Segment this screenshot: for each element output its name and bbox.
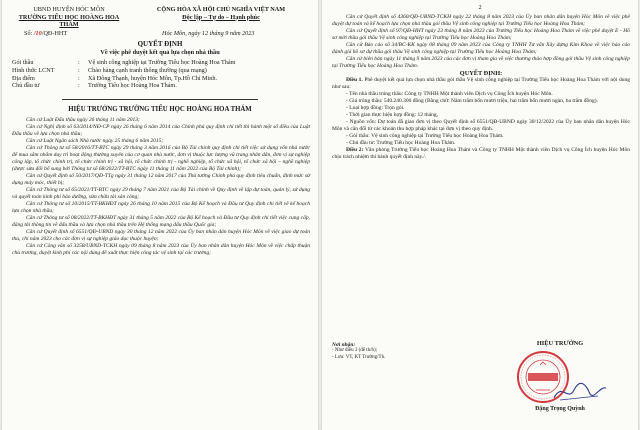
recipients (332, 342, 452, 361)
decision-item: - Tên nhà thầu trúng thầu: Công ty TNHH Một thành viên Dịch vụ Công Ích huyện Hóc Môn. (346, 91, 553, 97)
article-1-text: Phê duyệt kết quả lựa chọn nhà thầu gói thầu Vệ sinh công nghiệp tại Trường Tiểu học Hoàng Hoa Thám với nội dung như sau: (332, 77, 631, 90)
legal-basis: Căn cứ Công văn số 3258/UBND-TCKH ngày 09 tháng 8 năm 2023 của Ủy ban nhân dân huyện Hóc Môn về việc chấp thuận chủ trương, duyệt kinh phí các nội dung đề xuất thực hiện công tác vệ sinh tại các trường; (12, 243, 310, 256)
authority-heading: HIỆU TRƯỞNG TRƯỜNG TIỂU HỌC HOÀNG HOA THÁM (68, 106, 252, 113)
national-header (130, 6, 312, 21)
info-value: Vệ sinh công nghiệp tại Trường Tiểu học Hoàng Hoa Thám (88, 59, 236, 66)
agency-name: UBND HUYỆN HÓC MÔN (33, 6, 105, 13)
article-1 (332, 77, 630, 91)
legal-basis: Căn cứ Thông tư số 10/2015/TT-BKHĐT ngày 26 tháng 10 năm 2015 của Bộ Kế hoạch và Đầu tư Quy định chi tiết về kế hoạch lựa chọn nhà thầu; (12, 201, 310, 214)
document-title: QUYẾT ĐỊNH (137, 40, 183, 48)
legal-basis: Căn cứ Quyết định số 50/2017/QĐ-TTg ngày 31 tháng 12 năm 2017 của Thủ tướng Chính phủ quy định tiêu chuẩn, định mức sử dụng máy móc, thiết bị; (12, 173, 310, 186)
divider (62, 99, 258, 100)
legal-bases (12, 117, 310, 257)
legal-basis: Căn cứ Báo cáo số 34/BC-KK ngày 08 tháng 09 năm 2023 của Công ty TNHH Tư vấn Xây dựng Kim Khoa về việc báo cáo đánh giá hồ sơ dự thầu gói thầu Vệ sinh công nghiệp tại Trường Tiểu học Hoàng Hoa Thám; (332, 42, 630, 55)
legal-basis: Căn cứ Luật Đấu thầu ngày 26 tháng 11 năm 2013; (26, 117, 140, 123)
document-page-2 (322, 0, 638, 430)
info-value: Xã Đông Thạnh, huyện Hóc Môn, Tp.Hồ Chí Minh. (88, 74, 218, 82)
info-key: Hình thức LCNT (12, 66, 55, 74)
legal-basis: Căn cứ Quyết định số 6551/QĐ-UBND ngày 30 tháng 12 năm 2022 của Ủy ban nhân dân huyện Hóc Môn về việc giao dự toán thu, chi năm 2023 cho các đơn vị sự nghiệp giáo dục thuộc huyện; (12, 229, 310, 242)
recipient-item: - Lưu: VT, KT Trường/Th. (332, 354, 386, 360)
legal-basis: Căn cứ Luật Ngân sách Nhà nước ngày 25 tháng 6 năm 2015; (26, 138, 164, 144)
info-row: Gói thầu : Vệ sinh công nghiệp tại Trường Tiểu học Hoàng Hoa Thám (12, 59, 236, 66)
national-motto: Độc lập – Tự do – Hạnh phúc (182, 13, 260, 21)
signer-role: HIỆU TRƯỞNG (536, 340, 584, 347)
info-row: Chủ đầu tư : Trường Tiểu học Hoàng Hoa Thám. (12, 82, 177, 90)
doc-prefix: Số: (24, 30, 34, 37)
nation-name: CỘNG HÒA XÃ HỘI CHỦ NGHĨA VIỆT NAM (156, 6, 286, 13)
decision-item: - Chủ đầu tư: Trường Tiểu học Hoàng Hoa Thám. (346, 140, 456, 146)
school-name: TRƯỜNG TIỂU HỌC HOÀNG HOA THÁM (18, 13, 120, 28)
page-number: 2 (478, 4, 482, 11)
signature-block (490, 340, 630, 412)
info-row: Địa điểm : Xã Đông Thạnh, huyện Hóc Môn, Tp.Hồ Chí Minh. (12, 74, 218, 82)
decision-item: - Loại hợp đồng: Trọn gói. (346, 105, 405, 111)
info-row: Hình thức LCNT : Chào hàng cạnh tranh thông thường (qua mạng) (12, 66, 207, 74)
place-date: Hóc Môn, ngày 12 tháng 9 năm 2023 (162, 30, 255, 37)
info-key: Chủ đầu tư (12, 82, 40, 90)
legal-basis: Căn cứ Thông tư số 58/2016/TT-BTC ngày 29 tháng 3 năm 2016 của Bộ Tài chính quy định chi tiết việc sử dụng vốn nhà nước để mua sắm nhằm duy trì hoạt động thường xuyên của cơ quan nhà nước, đơn vị thuộc lực lượng vũ trang nhân dân, đơn vị sự nghiệp công lập, tổ chức chính trị, tổ chức chính trị - xã hội, tổ chức chính trị - nghề nghiệp, tổ chức xã hội, tổ chức xã hội – nghề nghiệp (được sửa đổi bổ sung bởi Thông tư số 68/2022/TT-BTC ngày 11 tháng 11 năm 2022 của Bộ Tài chính); (12, 145, 310, 172)
info-key: Địa điểm (12, 74, 35, 82)
article-1-label: Điều 1. (346, 77, 363, 83)
decision-heading: QUYẾT ĐỊNH: (459, 70, 503, 77)
article-2-label: Điều 2: (346, 147, 364, 153)
signer-name: Đặng Trọng Quỳnh (535, 406, 585, 412)
doc-number: /10 (33, 30, 42, 37)
issuer-header (14, 6, 124, 29)
document-number (24, 30, 67, 37)
page2-body (332, 14, 630, 161)
recipients-heading: Nơi nhận: (332, 342, 356, 348)
document-page-1 (2, 0, 318, 430)
decision-item: - Thời gian thực hiện hợp đồng: 12 tháng, (346, 112, 438, 118)
info-value: Trường Tiểu học Hoàng Hoa Thám. (88, 82, 177, 90)
info-key: Gói thầu (12, 59, 34, 66)
article-2 (332, 147, 630, 161)
legal-basis: Căn cứ Quyết định số 4360/QĐ-UBND-TCKH ngày 22 tháng 8 năm 2023 của Ủy ban nhân dân huyện Hóc Môn về việc phê duyệt dự toán và kế hoạch lựa chọn nhà thầu gói thầu Vệ sinh công nghiệp tại Trường Tiểu học Hoàng Hoa Thám; (332, 14, 630, 27)
recipient-item: - Như điều 3 (để th/h); (332, 348, 378, 354)
document-subtitle: Về việc phê duyệt kết quả lựa chọn nhà thầu (100, 49, 220, 56)
info-value: Chào hàng cạnh tranh thông thường (qua mạng) (88, 66, 207, 74)
legal-basis: Căn cứ Quyết định số 97/QĐ-HHT ngày 23 tháng 8 năm 2023 của Trường Tiểu học Hoàng Hoa Thám về việc phê duyệt E - Hồ sơ mời thầu gói thầu Vệ sinh công nghiệp tại Trường Tiểu học Hoàng Hoa Thám; (332, 28, 630, 41)
package-info (12, 59, 312, 90)
handwritten-signature-icon (550, 380, 610, 404)
legal-basis: Căn cứ Thông tư số 65/2021/TT-BTC ngày 29 tháng 7 năm 2021 của Bộ Tài chính về Quy định về lập dự toán, quản lý, sử dụng và quyết toán kinh phí bảo dưỡng, sửa chữa tài sản công; (12, 187, 310, 200)
decision-item: - Nguồn vốn: Dự toán đã giao đơn vị theo Quyết định số 6551/QĐ-UBND ngày 30/12/2022 của Ủy ban nhân dân huyện Hóc Môn và căn đối từ các khoản thu hợp pháp khác tại đơn vị theo quy định. (332, 119, 630, 132)
legal-basis: Căn cứ Thông tư số 08/2022/TT-BKHĐT ngày 31 tháng 5 năm 2022 của Bộ Kế hoạch và Đầu tư Quy định chi tiết việc cung cấp, đăng tải thông tin về đấu thầu và lựa chọn nhà thầu trên Hệ thống mạng đấu thầu Quốc gia; (12, 215, 310, 228)
decision-item: - Giá trúng thầu: 540.240.300 đồng (Bằng chữ: Năm trăm bốn mươi triệu, hai trăm bốn mươi ngàn, ba trăm đồng). (346, 98, 598, 104)
legal-basis: Căn cứ biên bản ngày 11 tháng 9 năm 2023 của các đơn vị tham gia về việc thương thảo hợp đồng gói thầu Vệ sinh công nghiệp tại Trường Tiểu học Hoàng Hoa Thám. (332, 56, 630, 69)
doc-suffix: /QĐ-HHT (41, 30, 68, 37)
decision-item: - Gói thầu: Vệ sinh công nghiệp tại Trường Tiểu học Hoàng Hoa Thám. (346, 133, 504, 139)
legal-basis: Căn cứ Nghị định số 63/2014/NĐ-CP ngày 26 tháng 6 năm 2014 của Chính phủ quy định chi tiết thi hành một số điều của Luật Đấu thầu về lựa chọn nhà thầu; (12, 124, 310, 137)
article-2-text: Văn phòng Trường Tiểu học Hoàng Hoa Thám và Công ty TNHH Một thành viên Dịch vụ Công Ích huyện Hóc Môn chịu trách nhiệm thi hành quyết định này./. (332, 147, 630, 160)
